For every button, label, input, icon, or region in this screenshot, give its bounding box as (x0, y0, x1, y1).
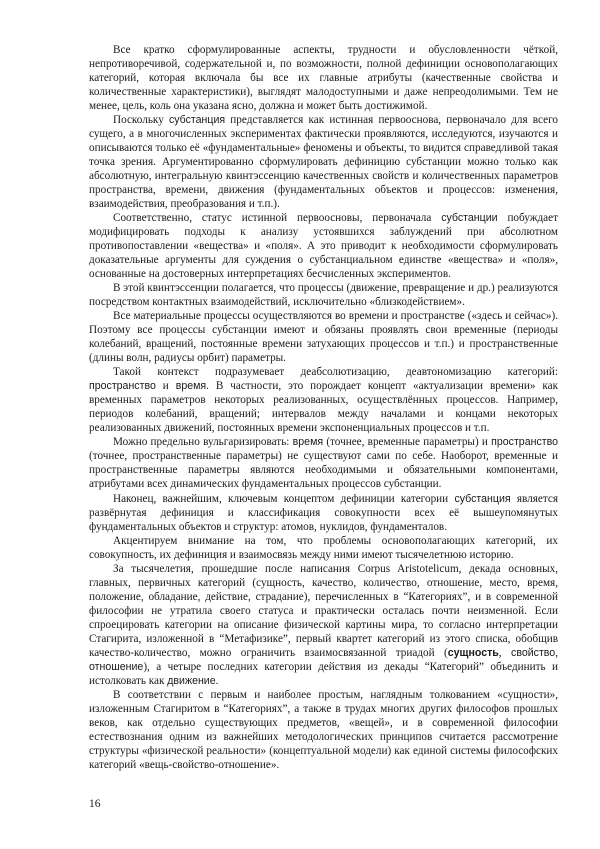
paragraph (89, 534, 558, 562)
text-run: Все материальные процессы осуществляются во времени и пространстве («здесь и сейчас»). Поэтому все процессы субстанции имеют и обязаны проявлять свои временные (периоды колебаний, вращений, постоянные времени затухающих процессов и т.п.) и пространственные (длины волн, радиусы орбит) параметры. (89, 310, 558, 365)
page-number: 16 (89, 798, 101, 810)
text-run: и (155, 380, 176, 393)
text-run: , (555, 646, 558, 659)
paragraph (89, 113, 558, 211)
text-run: Соответственно, статус истинной первоосновы, первоначала (113, 212, 442, 225)
text-run: ), а четыре последних категории действия из декады “Категорий” объединить и истолковать как (89, 660, 558, 687)
text-run: За тысячелетия, прошедшие после написания Corpus Aristotelicum, декада основных, главных, первичных категорий (сущность, качество, количество, отношение, место, время, положение, обладание, действие, страдание), перечисленных в “Категориях”, и в современной философии не утратила своего статуса и практически осталась почти неизменной. Если спроецировать категории на описание физической картины мира, то согласно интерпретации Стагирита, изложенной в “Метафизике”, первый квартет категорий из этого списка, обобщив качество-количество, можно ограничить взаимосвязанной триадой ( (89, 562, 558, 659)
text-run: Акцентируем внимание на том, что проблемы основополагающих категорий, их совокупность, их дефиниция и взаимосвязь между ними имеют тысячелетнюю историю. (89, 534, 558, 561)
text-run: Наконец, важнейшим, ключевым концептом дефиниции категории (113, 492, 455, 505)
term: отношение (89, 660, 144, 673)
paragraph (89, 365, 558, 435)
text-run: (точнее, пространственные параметры) не существуют сами по себе. Наоборот, временные и пространственные параметры являются необходимыми и обязательными компонентами, атрибутами всех динамических фундаментальных процессов субстанции. (89, 450, 558, 491)
term: движение (167, 674, 216, 687)
paragraph (89, 43, 558, 113)
paragraph (89, 562, 558, 688)
term: пространство (491, 436, 558, 449)
term: пространство (89, 380, 156, 393)
text-run: Такой контекст подразумевает деабсолютизацию, деавтономизацию категорий: (113, 366, 558, 379)
term: сущность (447, 646, 499, 659)
text-run: В соответствии с первым и наиболее простым, наглядным толкованием «сущности», изложенным Стагиритом в “Категориях”, а также в трудах многих других философов прошлых веков, как отдельно существующих предметов, «вещей», и в современной философии естествознания одним из важнейших методологических принципов считается рассмотрение структуры «физической реальности» (концептуальной модели) как единой системы философских категорий «вещь-свойство-отношение». (89, 688, 558, 771)
text-run: Можно предельно вульгаризировать: (113, 436, 293, 449)
text-run: (точнее, временные параметры) и (323, 436, 492, 449)
paragraph (89, 435, 558, 491)
text-run: . В частности, это порождает концепт «актуализации времени» как временных параметров некоторых реализованных, осуществлённых процессов. Например, периодов колебаний, вращений; интервалов между началами и концами некоторых реализованных движений, постоянных времени экспоненциальных процессов и т.п. (89, 380, 558, 435)
text-run: В этой квинтэссенции полагается, что процессы (движение, превращение и др.) реализуются посредством контактных взаимодействий, исключительно «близкодействием». (89, 282, 558, 309)
text-run: Поскольку (113, 114, 169, 127)
paragraph (89, 492, 558, 534)
paragraph (89, 688, 558, 772)
term: время (292, 436, 324, 449)
paragraph (89, 281, 558, 309)
text-run: , (498, 646, 512, 659)
body-text (89, 43, 558, 772)
text-run: является развёрнутая дефиниция и классификация совокупности всех её вышеупомянутых фундаментальных объектов и структур: атомов, нуклидов, фундаменталов. (89, 492, 558, 533)
term: свойство (511, 646, 556, 659)
term: субстанции (441, 212, 498, 225)
paragraph (89, 309, 558, 365)
term: время (175, 380, 207, 393)
paragraph (89, 211, 558, 281)
term: субстанция (454, 492, 511, 505)
term: субстанция (168, 114, 226, 127)
text-run: Все кратко сформулированные аспекты, трудности и обусловленности чёткой, непротиворечивой, содержательной и, по возможности, полной дефиниции основополагающих категорий, которая включала бы все их главные атрибуты (качественные свойства и количественные характеристики), выглядят малодоступными и даже непреодолимыми. Тем не менее, цель, коль она указана ясно, должна и может быть достижимой. (89, 44, 558, 113)
text-run: . (215, 674, 219, 687)
text-run: побуждает модифицировать подходы к анализу устоявшихся заблуждений при абсолютном противопоставлении «вещества» и «поля». А это приводит к необходимости сформулировать доказательные аргументы для суждения о субстанциальном единстве «вещества» и «поля», основанные на достоверных интерпретациях бесчисленных экспериментов. (89, 212, 558, 281)
text-run: представляется как истинная первооснова, первоначало для всего сущего, а в многочисленных экспериментах фактически проявляются, исследуются, изучаются и описываются только её «фундаментальные» феномены и объекты, то видится справедливой такая точка зрения. Аргументированно сформулировать дефиницию субстанции можно только как абсолютную, интегральную квинтэссенцию качественных свойств и количественных параметров пространства, времени, движения (фундаментальных объектов и процессов: изменения, взаимодействия, преобразования и т.п.). (89, 114, 558, 211)
